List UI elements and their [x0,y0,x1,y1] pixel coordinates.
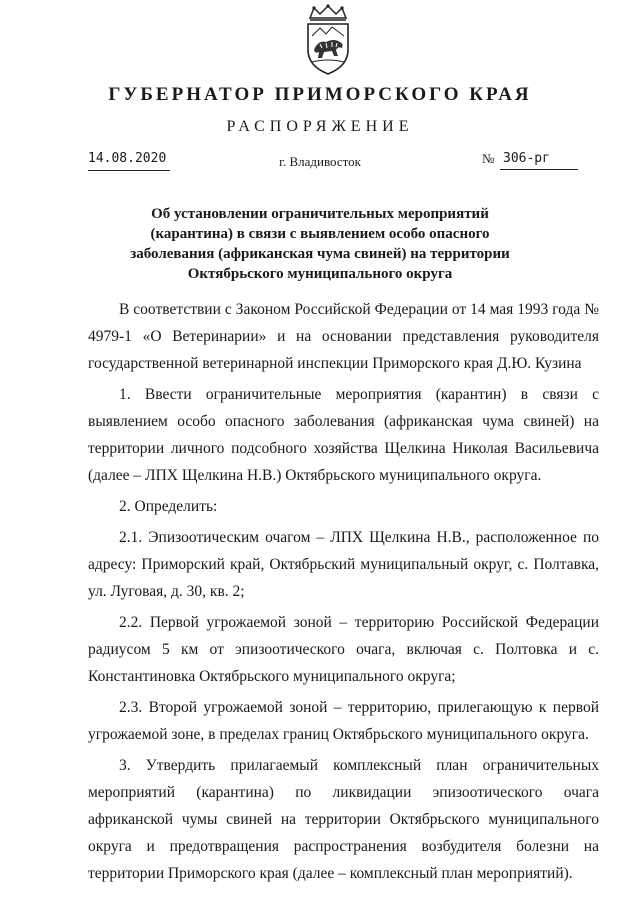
document-title: Об установлении ограничительных мероприятий (карантина) в связи с выявлением особо опасного заболевания (африканская чума свиней) на территории Октябрьского муниципального округа [130,206,510,282]
clause-3-paragraph: 3. Утвердить прилагаемый комплексный план ограничительных мероприятий (карантина) по ликвидации эпизоотического очага африканской чумы свиней на территории Октябрьского муниципального округа и предотвращения распространения возбудителя болезни на территории Приморского края (далее – комплексный план мероприятий). [88,757,599,882]
clause-2-1-paragraph: 2.1. Эпизоотическим очагом – ЛПХ Щелкина Н.В., расположенное по адресу: Приморский край, Октябрьский муниципальный округ, с. Полтавка, ул. Луговая, д. 30, кв. 2; [88,529,599,600]
clause-2-2-paragraph: 2.2. Первой угрожаемой зоной – территорию Российской Федерации радиусом 5 км от эпизоотического очага, включая с. Полтовка и с. Константиновка Октябрьского муниципального округа; [88,614,599,685]
coat-of-arms-icon [296,4,360,76]
document-number-block [482,148,578,170]
clause-1-paragraph: 1. Ввести ограничительные мероприятия (карантин) в связи с выявлением особо опасного заболевания (африканская чума свиней) на территории личного подсобного хозяйства Щелкина Николая Васильевича (далее – ЛПХ Щелкина Н.В.) Октябрьского муниципального округа. [88,386,599,484]
document-number: 306-рг [500,148,578,170]
clause-2-paragraph: 2. Определить: [119,498,218,515]
document-date: 14.08.2020 [88,148,170,171]
number-sign: № [482,151,495,166]
document-place: г. Владивосток [279,154,361,169]
clause-2-3-paragraph: 2.3. Второй угрожаемой зоной – территорию, прилегающую к первой угрожаемой зоне, в пределах границ Октябрьского муниципального округа. [88,699,599,743]
issuing-authority: ГУБЕРНАТОР ПРИМОРСКОГО КРАЯ [108,84,532,105]
document-type: РАСПОРЯЖЕНИЕ [226,118,414,135]
preamble-paragraph: В соответствии с Законом Российской Федерации от 14 мая 1993 года № 4979-1 «О Ветеринарии» и на основании представления руководителя государственной ветеринарной инспекции Приморского края Д.Ю. Кузина [88,301,599,372]
document-body [88,296,599,891]
